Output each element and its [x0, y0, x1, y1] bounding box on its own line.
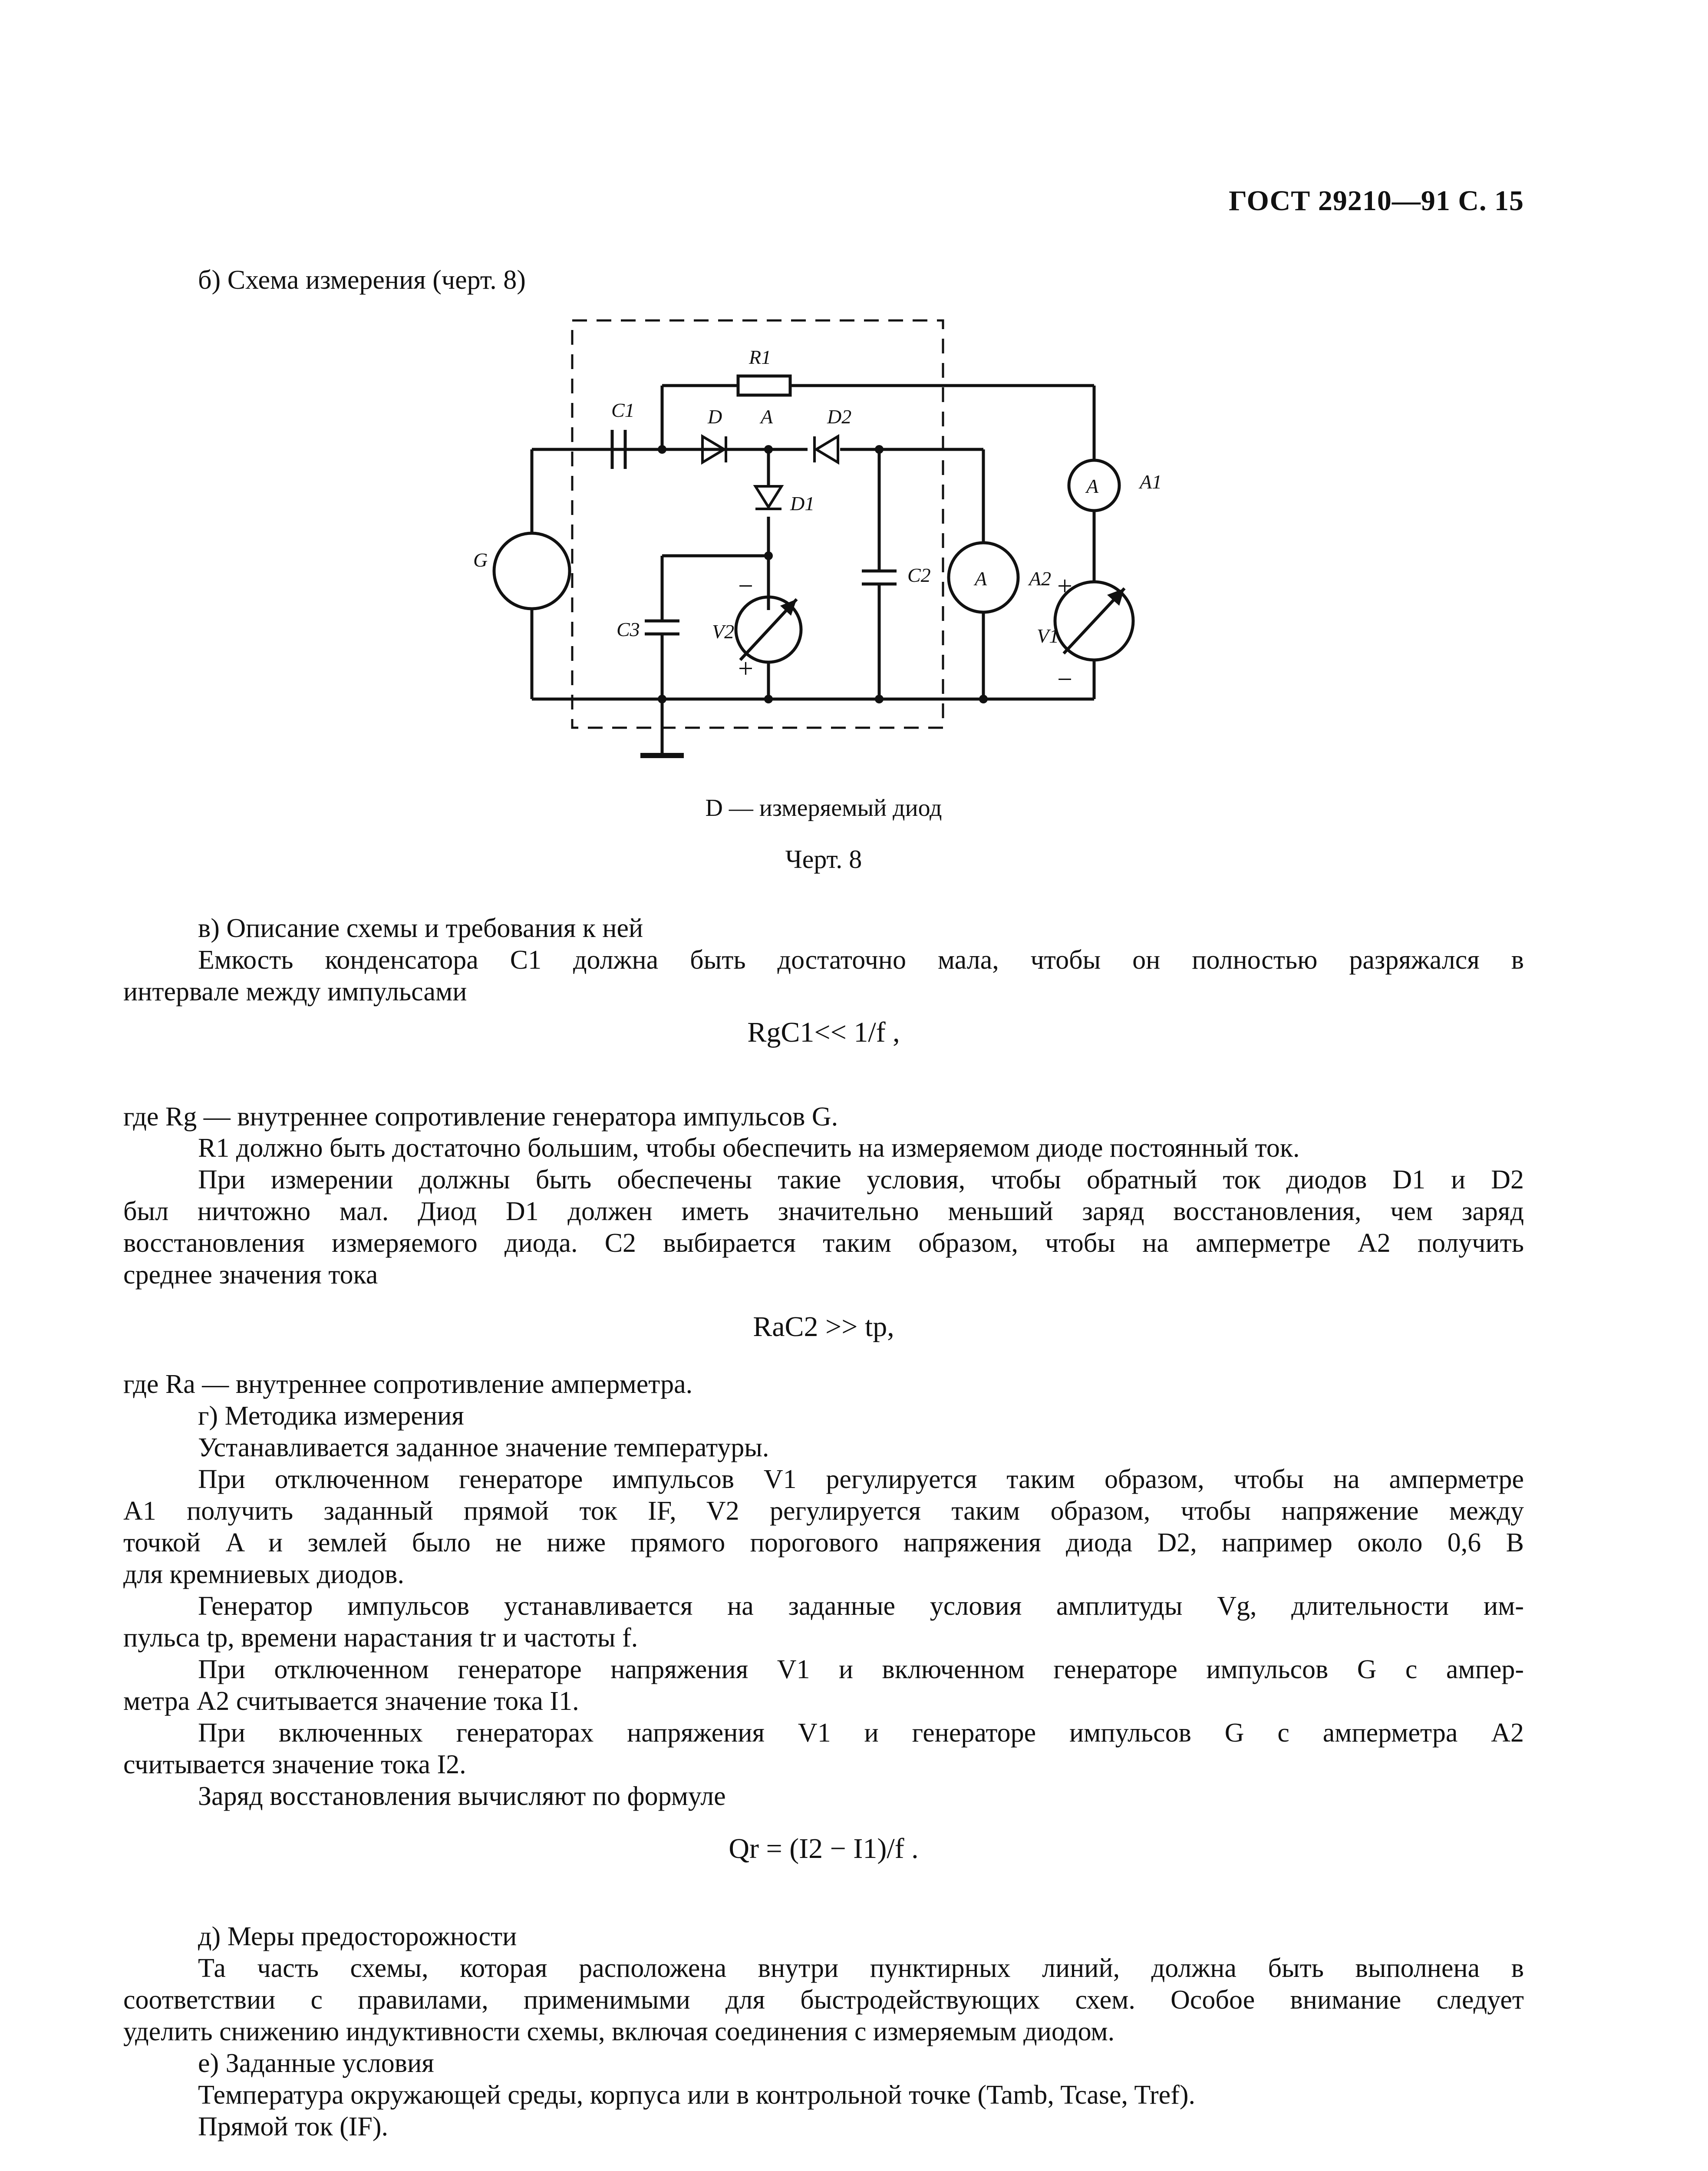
- text-line: интервале между импульсами: [123, 977, 467, 1006]
- formula-3: Qr = (I2 − I1)/f .: [729, 1833, 919, 1864]
- v2-minus: −: [738, 571, 753, 601]
- text-line: Температура окружающей среды, корпуса или в контрольной точке (Tamb, Tcase, Tref).: [198, 2080, 1195, 2110]
- label-c3: C3: [617, 618, 640, 640]
- label-r1: R1: [749, 346, 772, 368]
- label-a1: A1: [1140, 471, 1162, 493]
- text-line: где Ra — внутреннее сопротивление амперметра.: [123, 1369, 693, 1399]
- section-v-heading: в) Описание схемы и требования к ней: [198, 914, 643, 943]
- section-e-heading: е) Заданные условия: [198, 2049, 434, 2078]
- formula-2: RaC2 >> tp,: [753, 1311, 894, 1343]
- v2-plus: +: [738, 654, 753, 683]
- text-line: Генератор импульсов устанавливается на заданные условия амплитуды Vg, длительности им-: [198, 1591, 1524, 1621]
- label-a2: A2: [1029, 567, 1052, 590]
- resistor-r1: [738, 376, 790, 395]
- text-line: для кремниевых диодов.: [123, 1560, 404, 1589]
- section-d-heading: д) Меры предосторожности: [198, 1922, 517, 1951]
- text-line: Та часть схемы, которая расположена внутри пунктирных линий, должна быть выполнена в: [198, 1953, 1524, 1983]
- v1-plus: +: [1057, 571, 1072, 601]
- label-c2: C2: [907, 564, 931, 586]
- text-line: соответствии с правилами, применимыми для быстродействующих схем. Особое внимание следует: [123, 1985, 1524, 2015]
- text-line: При отключенном генераторе импульсов V1 регулируется таким образом, чтобы на амперметре: [198, 1465, 1524, 1494]
- diode-d1: [755, 486, 781, 507]
- text-line: пульса tp, времени нарастания tr и частоты f.: [123, 1623, 638, 1653]
- text-line: R1 должно быть достаточно большим, чтобы обеспечить на измеряемом диоде постоянный ток.: [198, 1133, 1300, 1163]
- text-line: восстановления измеряемого диода. C2 выбирается таким образом, чтобы на амперметре A2 получить: [123, 1228, 1524, 1258]
- text-line: При включенных генераторах напряжения V1 и генераторе импульсов G с амперметра A2: [198, 1718, 1524, 1748]
- text-line: Прямой ток (IF).: [198, 2112, 389, 2141]
- diagram-caption: D — измеряемый диод: [705, 795, 942, 822]
- label-node-a: A: [761, 406, 773, 428]
- ammeter-a1-letter: A: [1086, 475, 1099, 497]
- generator-g-symbol: [494, 533, 570, 609]
- text-line: уделить снижению индуктивности схемы, включая соединения с измеряемым диодом.: [123, 2017, 1115, 2046]
- text-line: При измерении должны быть обеспечены такие условия, чтобы обратный ток диодов D1 и D2: [198, 1165, 1524, 1194]
- ammeter-a2-letter: A: [975, 567, 987, 590]
- text-line: считывается значение тока I2.: [123, 1750, 466, 1779]
- text-line: был ничтожно мал. Диод D1 должен иметь значительно меньший заряд восстановления, чем заряд: [123, 1197, 1524, 1226]
- text-line: При отключенном генераторе напряжения V1 и включенном генераторе импульсов G с ампер-: [198, 1655, 1524, 1684]
- section-b-heading: б) Схема измерения (черт. 8): [198, 265, 526, 295]
- label-d2: D2: [827, 406, 852, 428]
- text-line: A1 получить заданный прямой ток IF, V2 регулируется таким образом, чтобы напряжение между: [123, 1496, 1524, 1526]
- text-line: точкой A и землей было не ниже прямого порогового напряжения диода D2, например около 0,6 В: [123, 1528, 1524, 1557]
- text-line: метра A2 считывается значение тока I1.: [123, 1686, 579, 1716]
- formula-1: RgC1<< 1/f ,: [747, 1016, 900, 1048]
- page-header: ГОСТ 29210—91 С. 15: [1229, 185, 1524, 217]
- section-g-heading: г) Методика измерения: [198, 1401, 464, 1431]
- label-d: D: [708, 406, 722, 428]
- figure-label: Черт. 8: [785, 845, 862, 874]
- label-v2: V2: [712, 620, 735, 643]
- diode-d2: [816, 436, 838, 462]
- text-line: Емкость конденсатора C1 должна быть достаточно мала, чтобы он полностью разряжался в: [198, 945, 1524, 975]
- label-c1: C1: [611, 399, 635, 421]
- text-line: Устанавливается заданное значение температуры.: [198, 1433, 769, 1462]
- v1-minus: −: [1057, 665, 1072, 694]
- label-d1: D1: [790, 492, 815, 515]
- label-g: G: [473, 549, 488, 571]
- circuit-diagram: [460, 300, 1268, 777]
- text-line: где Rg — внутреннее сопротивление генератора импульсов G.: [123, 1102, 838, 1132]
- dashed-boundary: [572, 320, 943, 728]
- text-line: среднее значения тока: [123, 1260, 378, 1290]
- text-line: Заряд восстановления вычисляют по формуле: [198, 1782, 726, 1811]
- label-v1: V1: [1037, 625, 1059, 647]
